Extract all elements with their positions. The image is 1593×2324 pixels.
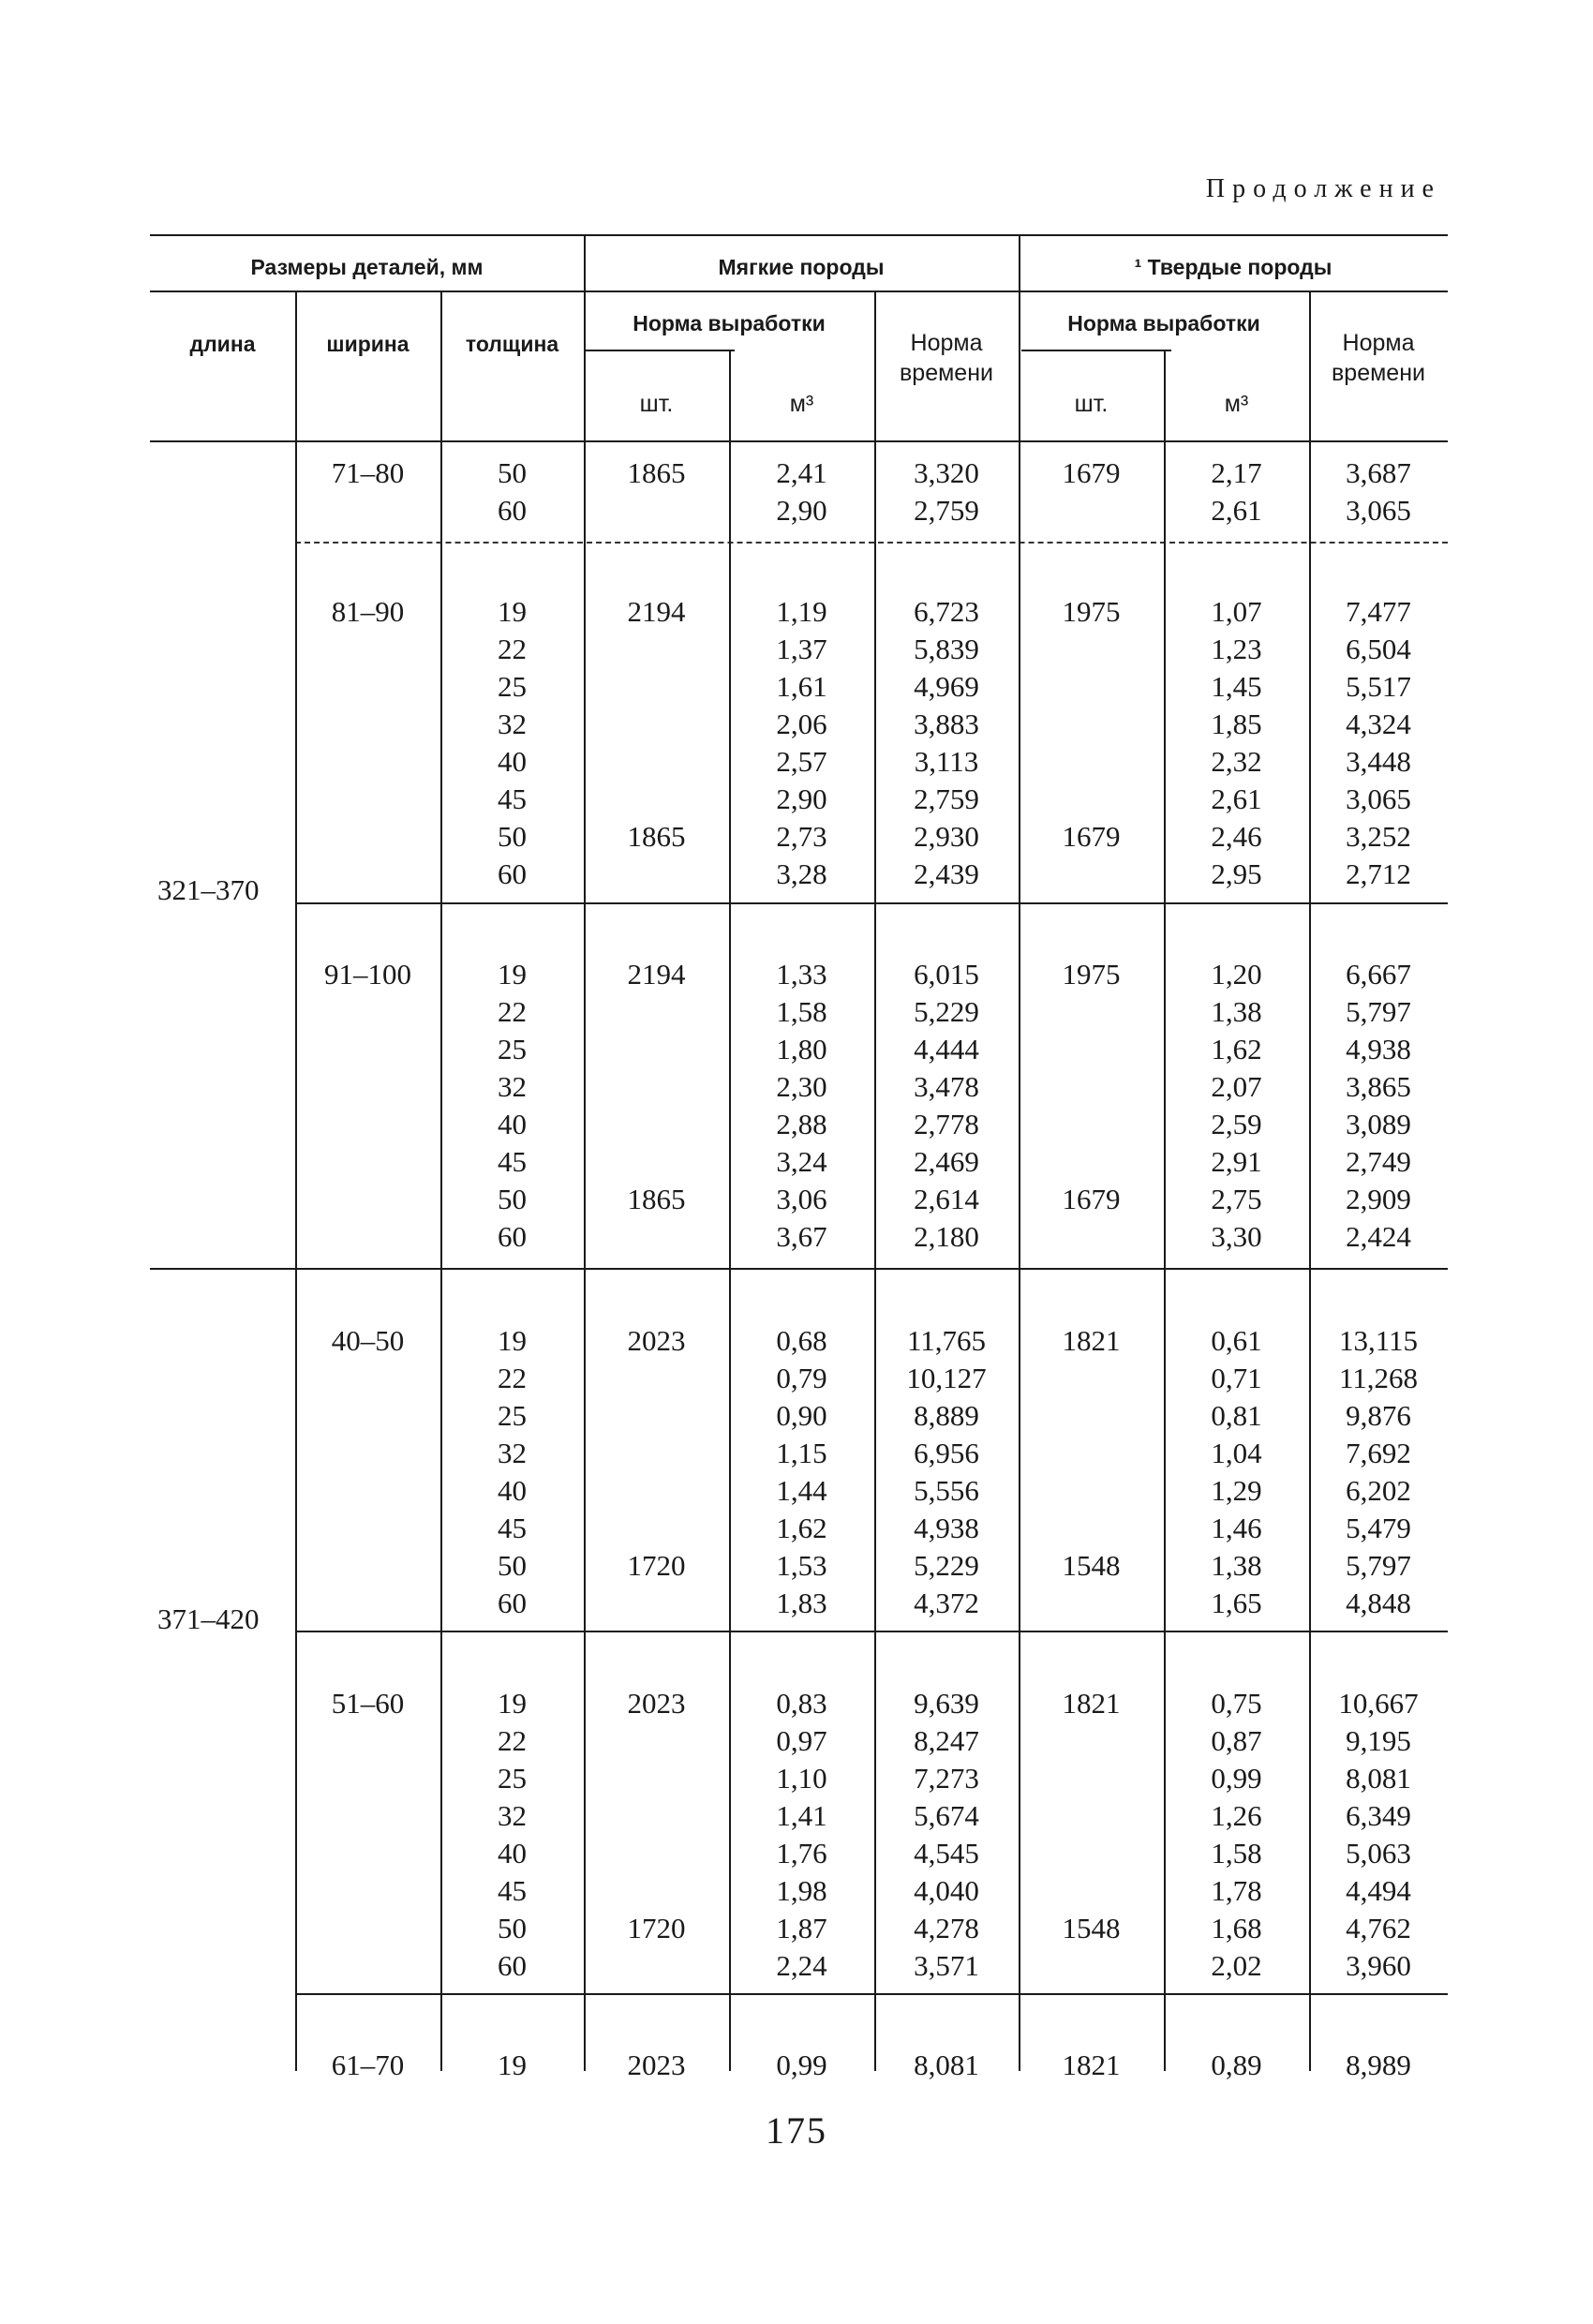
- length-label-2: 371–420: [157, 1602, 260, 1635]
- table-cell: 1,20: [1211, 958, 1262, 991]
- table-cell: 1,10: [776, 1762, 827, 1795]
- table-cell: 4,545: [914, 1837, 979, 1870]
- table-cell: 40: [498, 1108, 527, 1140]
- table-cell: 4,040: [914, 1874, 979, 1907]
- column-rule: [1019, 290, 1020, 2071]
- table-cell: 22: [498, 1362, 527, 1394]
- table-cell: 1,26: [1211, 1799, 1262, 1832]
- table-cell: 10,127: [906, 1362, 987, 1394]
- table-cell: 50: [498, 456, 527, 489]
- table-cell: 25: [498, 1399, 527, 1432]
- table-cell: 8,889: [914, 1399, 979, 1432]
- table-cell: 1,87: [776, 1912, 827, 1944]
- table-cell: 5,229: [914, 1549, 979, 1582]
- table-cell: 2,17: [1211, 456, 1262, 489]
- table-cell: 8,247: [914, 1724, 979, 1757]
- table-cell: 1720: [627, 1912, 686, 1944]
- table-cell: 25: [498, 670, 527, 703]
- table-cell: 8,081: [1346, 1762, 1411, 1795]
- table-cell: 3,113: [914, 745, 979, 778]
- table-cell: 1,76: [776, 1837, 827, 1870]
- table-cell: 60: [498, 1949, 527, 1982]
- table-cell: 1,04: [1211, 1437, 1262, 1469]
- table-cell: 50: [498, 1549, 527, 1582]
- table-cell: 19: [498, 1687, 527, 1720]
- table-cell: 2,41: [776, 456, 827, 489]
- table-cell: 45: [498, 1512, 527, 1544]
- table-cell: 0,90: [776, 1399, 827, 1432]
- header-hard-norm-time: Норма времени: [1332, 330, 1425, 386]
- column-rule: [584, 290, 586, 2071]
- column-rule: [1309, 290, 1311, 2071]
- table-cell: 4,848: [1346, 1587, 1411, 1619]
- table-cell: 19: [498, 958, 527, 991]
- table-cell: 2,95: [1211, 857, 1262, 890]
- table-cell: 2,90: [776, 494, 827, 527]
- width-range: 81–90: [331, 595, 405, 628]
- table-cell: 1,78: [1211, 1874, 1262, 1907]
- header-length: длина: [189, 332, 256, 356]
- column-rule: [1164, 350, 1166, 2071]
- table-cell: 2,749: [1346, 1145, 1411, 1178]
- table-cell: 3,865: [1346, 1070, 1411, 1103]
- header-hard-pcs: шт.: [1074, 391, 1109, 417]
- table-cell: 9,876: [1346, 1399, 1411, 1432]
- width-range: 40–50: [331, 1324, 405, 1357]
- table-cell: 32: [498, 1070, 527, 1103]
- table-cell: 9,195: [1346, 1724, 1411, 1757]
- table-cell: 1,41: [776, 1799, 827, 1832]
- table-cell: 2,59: [1211, 1108, 1262, 1140]
- table-cell: 3,960: [1346, 1949, 1411, 1982]
- table-cell: 32: [498, 708, 527, 740]
- header-soft-norm-time: Норма времени: [900, 330, 993, 386]
- table-cell: 0,99: [1211, 1762, 1262, 1795]
- table-cell: 13,115: [1338, 1324, 1419, 1357]
- table-cell: 1679: [1062, 456, 1121, 489]
- table-cell: 45: [498, 1145, 527, 1178]
- table-cell: 3,30: [1211, 1220, 1262, 1253]
- header-bottom-rule: [150, 440, 1448, 442]
- table-cell: 1679: [1062, 1183, 1121, 1215]
- table-cell: 4,444: [914, 1033, 979, 1065]
- table-cell: 40: [498, 1474, 527, 1507]
- column-rule: [440, 290, 442, 2071]
- table-cell: 4,762: [1346, 1912, 1411, 1944]
- table-cell: 1,80: [776, 1033, 827, 1065]
- header-soft-norm-output: Норма выработки: [633, 311, 826, 335]
- table-cell: 1,58: [1211, 1837, 1262, 1870]
- table-cell: 2,61: [1211, 494, 1262, 527]
- table-cell: 5,797: [1346, 995, 1411, 1028]
- soft-subheader-rule: [585, 350, 735, 351]
- table-cell: 5,229: [914, 995, 979, 1028]
- table-cell: 1,65: [1211, 1587, 1262, 1619]
- table-cell: 1,29: [1211, 1474, 1262, 1507]
- table-cell: 5,063: [1346, 1837, 1411, 1870]
- table-cell: 1975: [1062, 958, 1121, 991]
- table-cell: 2,439: [914, 857, 979, 890]
- table-cell: 50: [498, 1912, 527, 1944]
- table-cell: 22: [498, 1724, 527, 1757]
- table-cell: 2,469: [914, 1145, 979, 1178]
- table-cell: 1720: [627, 1549, 686, 1582]
- table-cell: 4,278: [914, 1912, 979, 1944]
- table-cell: 1,23: [1211, 633, 1262, 665]
- table-cell: 3,883: [914, 708, 979, 740]
- table-cell: 1,38: [1211, 1549, 1262, 1582]
- table-cell: 9,639: [914, 1687, 979, 1720]
- table-cell: 3,06: [776, 1183, 827, 1215]
- table-cell: 5,556: [914, 1474, 979, 1507]
- column-rule: [729, 350, 731, 2071]
- table-cell: 7,273: [914, 1762, 979, 1795]
- page-number: 175: [766, 2109, 827, 2152]
- table-cell: 6,202: [1346, 1474, 1411, 1507]
- table-cell: 0,89: [1211, 2048, 1262, 2081]
- table-cell: 1821: [1062, 1687, 1121, 1720]
- table-cell: 2194: [627, 958, 686, 991]
- table-cell: 0,97: [776, 1724, 827, 1757]
- table-cell: 1,38: [1211, 995, 1262, 1028]
- table-cell: 0,68: [776, 1324, 827, 1357]
- table-cell: 3,320: [914, 456, 979, 489]
- table-cell: 2,06: [776, 708, 827, 740]
- group-sep-2: [295, 902, 1448, 904]
- width-range: 91–100: [324, 958, 411, 991]
- header-width: ширина: [326, 332, 409, 356]
- table-cell: 3,28: [776, 857, 827, 890]
- table-cell: 1,83: [776, 1587, 827, 1619]
- table-cell: 19: [498, 2048, 527, 2081]
- header-hard: ¹ Твердые породы: [1134, 255, 1332, 279]
- table-cell: 1548: [1062, 1549, 1121, 1582]
- header-sizes: Размеры деталей, мм: [250, 255, 484, 279]
- table-cell: 40: [498, 1837, 527, 1870]
- table-cell: 4,324: [1346, 708, 1411, 740]
- table-cell: 1,37: [776, 633, 827, 665]
- table-cell: 0,87: [1211, 1724, 1262, 1757]
- table-cell: 8,081: [914, 2048, 979, 2081]
- header-soft-m3: м³: [789, 391, 814, 417]
- group-sep-1: [295, 542, 1448, 544]
- table-cell: 3,24: [776, 1145, 827, 1178]
- table-cell: 1821: [1062, 2048, 1121, 2081]
- table-cell: 1821: [1062, 1324, 1121, 1357]
- table-cell: 2,32: [1211, 745, 1262, 778]
- table-cell: 22: [498, 633, 527, 665]
- table-cell: 1,61: [776, 670, 827, 703]
- table-cell: 11,268: [1338, 1362, 1419, 1394]
- hard-subheader-rule: [1021, 350, 1171, 351]
- table-cell: 2,88: [776, 1108, 827, 1140]
- table-cell: 1,62: [1211, 1033, 1262, 1065]
- table-cell: 3,089: [1346, 1108, 1411, 1140]
- table-cell: 50: [498, 1183, 527, 1215]
- table-cell: 1865: [627, 456, 686, 489]
- table-cell: 2,57: [776, 745, 827, 778]
- table-cell: 25: [498, 1762, 527, 1795]
- table-cell: 2,778: [914, 1108, 979, 1140]
- table-cell: 60: [498, 494, 527, 527]
- table-cell: 8,989: [1346, 2048, 1411, 2081]
- group-sep-4: [295, 1993, 1448, 1995]
- width-range: 51–60: [331, 1687, 405, 1720]
- table-cell: 1,44: [776, 1474, 827, 1507]
- table-cell: 1,19: [776, 595, 827, 628]
- table-cell: 3,448: [1346, 745, 1411, 778]
- table-cell: 1,45: [1211, 670, 1262, 703]
- table-cell: 5,797: [1346, 1549, 1411, 1582]
- table-cell: 2,180: [914, 1220, 979, 1253]
- width-range: 61–70: [331, 2048, 405, 2081]
- table-cell: 2023: [627, 2048, 686, 2081]
- header-hard-m3: м³: [1224, 391, 1249, 417]
- table-cell: 1,98: [776, 1874, 827, 1907]
- continuation-label: Продолжение: [1205, 174, 1441, 203]
- table-cell: 4,969: [914, 670, 979, 703]
- table-cell: 2023: [627, 1324, 686, 1357]
- header-thickness: толщина: [465, 332, 559, 356]
- table-cell: 2,759: [914, 494, 979, 527]
- column-rule: [295, 290, 297, 2071]
- table-cell: 5,839: [914, 633, 979, 665]
- table-cell: 1,85: [1211, 708, 1262, 740]
- table-cell: 19: [498, 1324, 527, 1357]
- table-cell: 22: [498, 995, 527, 1028]
- table-cell: 2023: [627, 1687, 686, 1720]
- table-cell: 45: [498, 782, 527, 815]
- table-cell: 4,494: [1346, 1874, 1411, 1907]
- table-cell: 0,83: [776, 1687, 827, 1720]
- table-cell: 3,67: [776, 1220, 827, 1253]
- table-cell: 32: [498, 1437, 527, 1469]
- table-cell: 6,015: [914, 958, 979, 991]
- table-cell: 4,372: [914, 1587, 979, 1619]
- table-cell: 6,956: [914, 1437, 979, 1469]
- table-cell: 7,477: [1346, 595, 1411, 628]
- table-cell: 1865: [627, 1183, 686, 1215]
- table-cell: 3,252: [1346, 820, 1411, 853]
- table-cell: 1,15: [776, 1437, 827, 1469]
- table-top-rule: [150, 234, 1448, 236]
- table-cell: 2,614: [914, 1183, 979, 1215]
- table-cell: 2,90: [776, 782, 827, 815]
- length-label-1: 321–370: [157, 873, 260, 906]
- header-hard-norm-output: Норма выработки: [1067, 311, 1260, 335]
- table-cell: 1679: [1062, 820, 1121, 853]
- table-cell: 10,667: [1338, 1687, 1419, 1720]
- table-cell: 1975: [1062, 595, 1121, 628]
- table-cell: 2,24: [776, 1949, 827, 1982]
- table-cell: 0,79: [776, 1362, 827, 1394]
- header-divider-1: [150, 290, 1448, 292]
- table-cell: 0,81: [1211, 1399, 1262, 1432]
- header-soft: Мягкие породы: [718, 255, 885, 279]
- table-cell: 0,75: [1211, 1687, 1262, 1720]
- table-cell: 2,61: [1211, 782, 1262, 815]
- table-cell: 1,33: [776, 958, 827, 991]
- norms-table: [150, 234, 1448, 2081]
- group-sep-3: [295, 1631, 1448, 1632]
- table-cell: 2,759: [914, 782, 979, 815]
- table-cell: 4,938: [914, 1512, 979, 1544]
- table-cell: 19: [498, 595, 527, 628]
- table-cell: 1,53: [776, 1549, 827, 1582]
- table-cell: 60: [498, 1220, 527, 1253]
- table-cell: 2194: [627, 595, 686, 628]
- table-cell: 5,517: [1346, 670, 1411, 703]
- table-cell: 2,712: [1346, 857, 1411, 890]
- width-range: 71–80: [331, 456, 405, 489]
- table-cell: 1,68: [1211, 1912, 1262, 1944]
- table-cell: 2,930: [914, 820, 979, 853]
- table-cell: 1,46: [1211, 1512, 1262, 1544]
- length-sep: [150, 1268, 1448, 1270]
- table-cell: 3,065: [1346, 782, 1411, 815]
- table-cell: 60: [498, 857, 527, 890]
- table-cell: 1548: [1062, 1912, 1121, 1944]
- table-cell: 2,07: [1211, 1070, 1262, 1103]
- column-rule: [874, 290, 876, 2071]
- table-cell: 6,504: [1346, 633, 1411, 665]
- table-cell: 1,07: [1211, 595, 1262, 628]
- table-cell: 2,02: [1211, 1949, 1262, 1982]
- table-cell: 3,478: [914, 1070, 979, 1103]
- table-cell: 60: [498, 1587, 527, 1619]
- table-cell: 3,571: [914, 1949, 979, 1982]
- table-cell: 6,667: [1346, 958, 1411, 991]
- table-cell: 50: [498, 820, 527, 853]
- table-cell: 2,909: [1346, 1183, 1411, 1215]
- table-cell: 2,46: [1211, 820, 1262, 853]
- table-cell: 5,479: [1346, 1512, 1411, 1544]
- table-cell: 3,687: [1346, 456, 1411, 489]
- table-cell: 3,065: [1346, 494, 1411, 527]
- table-cell: 6,349: [1346, 1799, 1411, 1832]
- table-cell: 2,424: [1346, 1220, 1411, 1253]
- table-cell: 25: [498, 1033, 527, 1065]
- table-cell: 32: [498, 1799, 527, 1832]
- table-cell: 1,62: [776, 1512, 827, 1544]
- table-cell: 2,91: [1211, 1145, 1262, 1178]
- table-cell: 4,938: [1346, 1033, 1411, 1065]
- table-cell: 0,71: [1211, 1362, 1262, 1394]
- table-cell: 0,99: [776, 2048, 827, 2081]
- table-cell: 5,674: [914, 1799, 979, 1832]
- header-soft-pcs: шт.: [639, 391, 674, 417]
- table-cell: 1,58: [776, 995, 827, 1028]
- table-cell: 2,75: [1211, 1183, 1262, 1215]
- table-cell: 0,61: [1211, 1324, 1262, 1357]
- table-cell: 40: [498, 745, 527, 778]
- table-cell: 11,765: [906, 1324, 987, 1357]
- table-cell: 6,723: [914, 595, 979, 628]
- table-cell: 2,30: [776, 1070, 827, 1103]
- table-cell: 2,73: [776, 820, 827, 853]
- table-cell: 45: [498, 1874, 527, 1907]
- table-cell: 1865: [627, 820, 686, 853]
- table-cell: 7,692: [1346, 1437, 1411, 1469]
